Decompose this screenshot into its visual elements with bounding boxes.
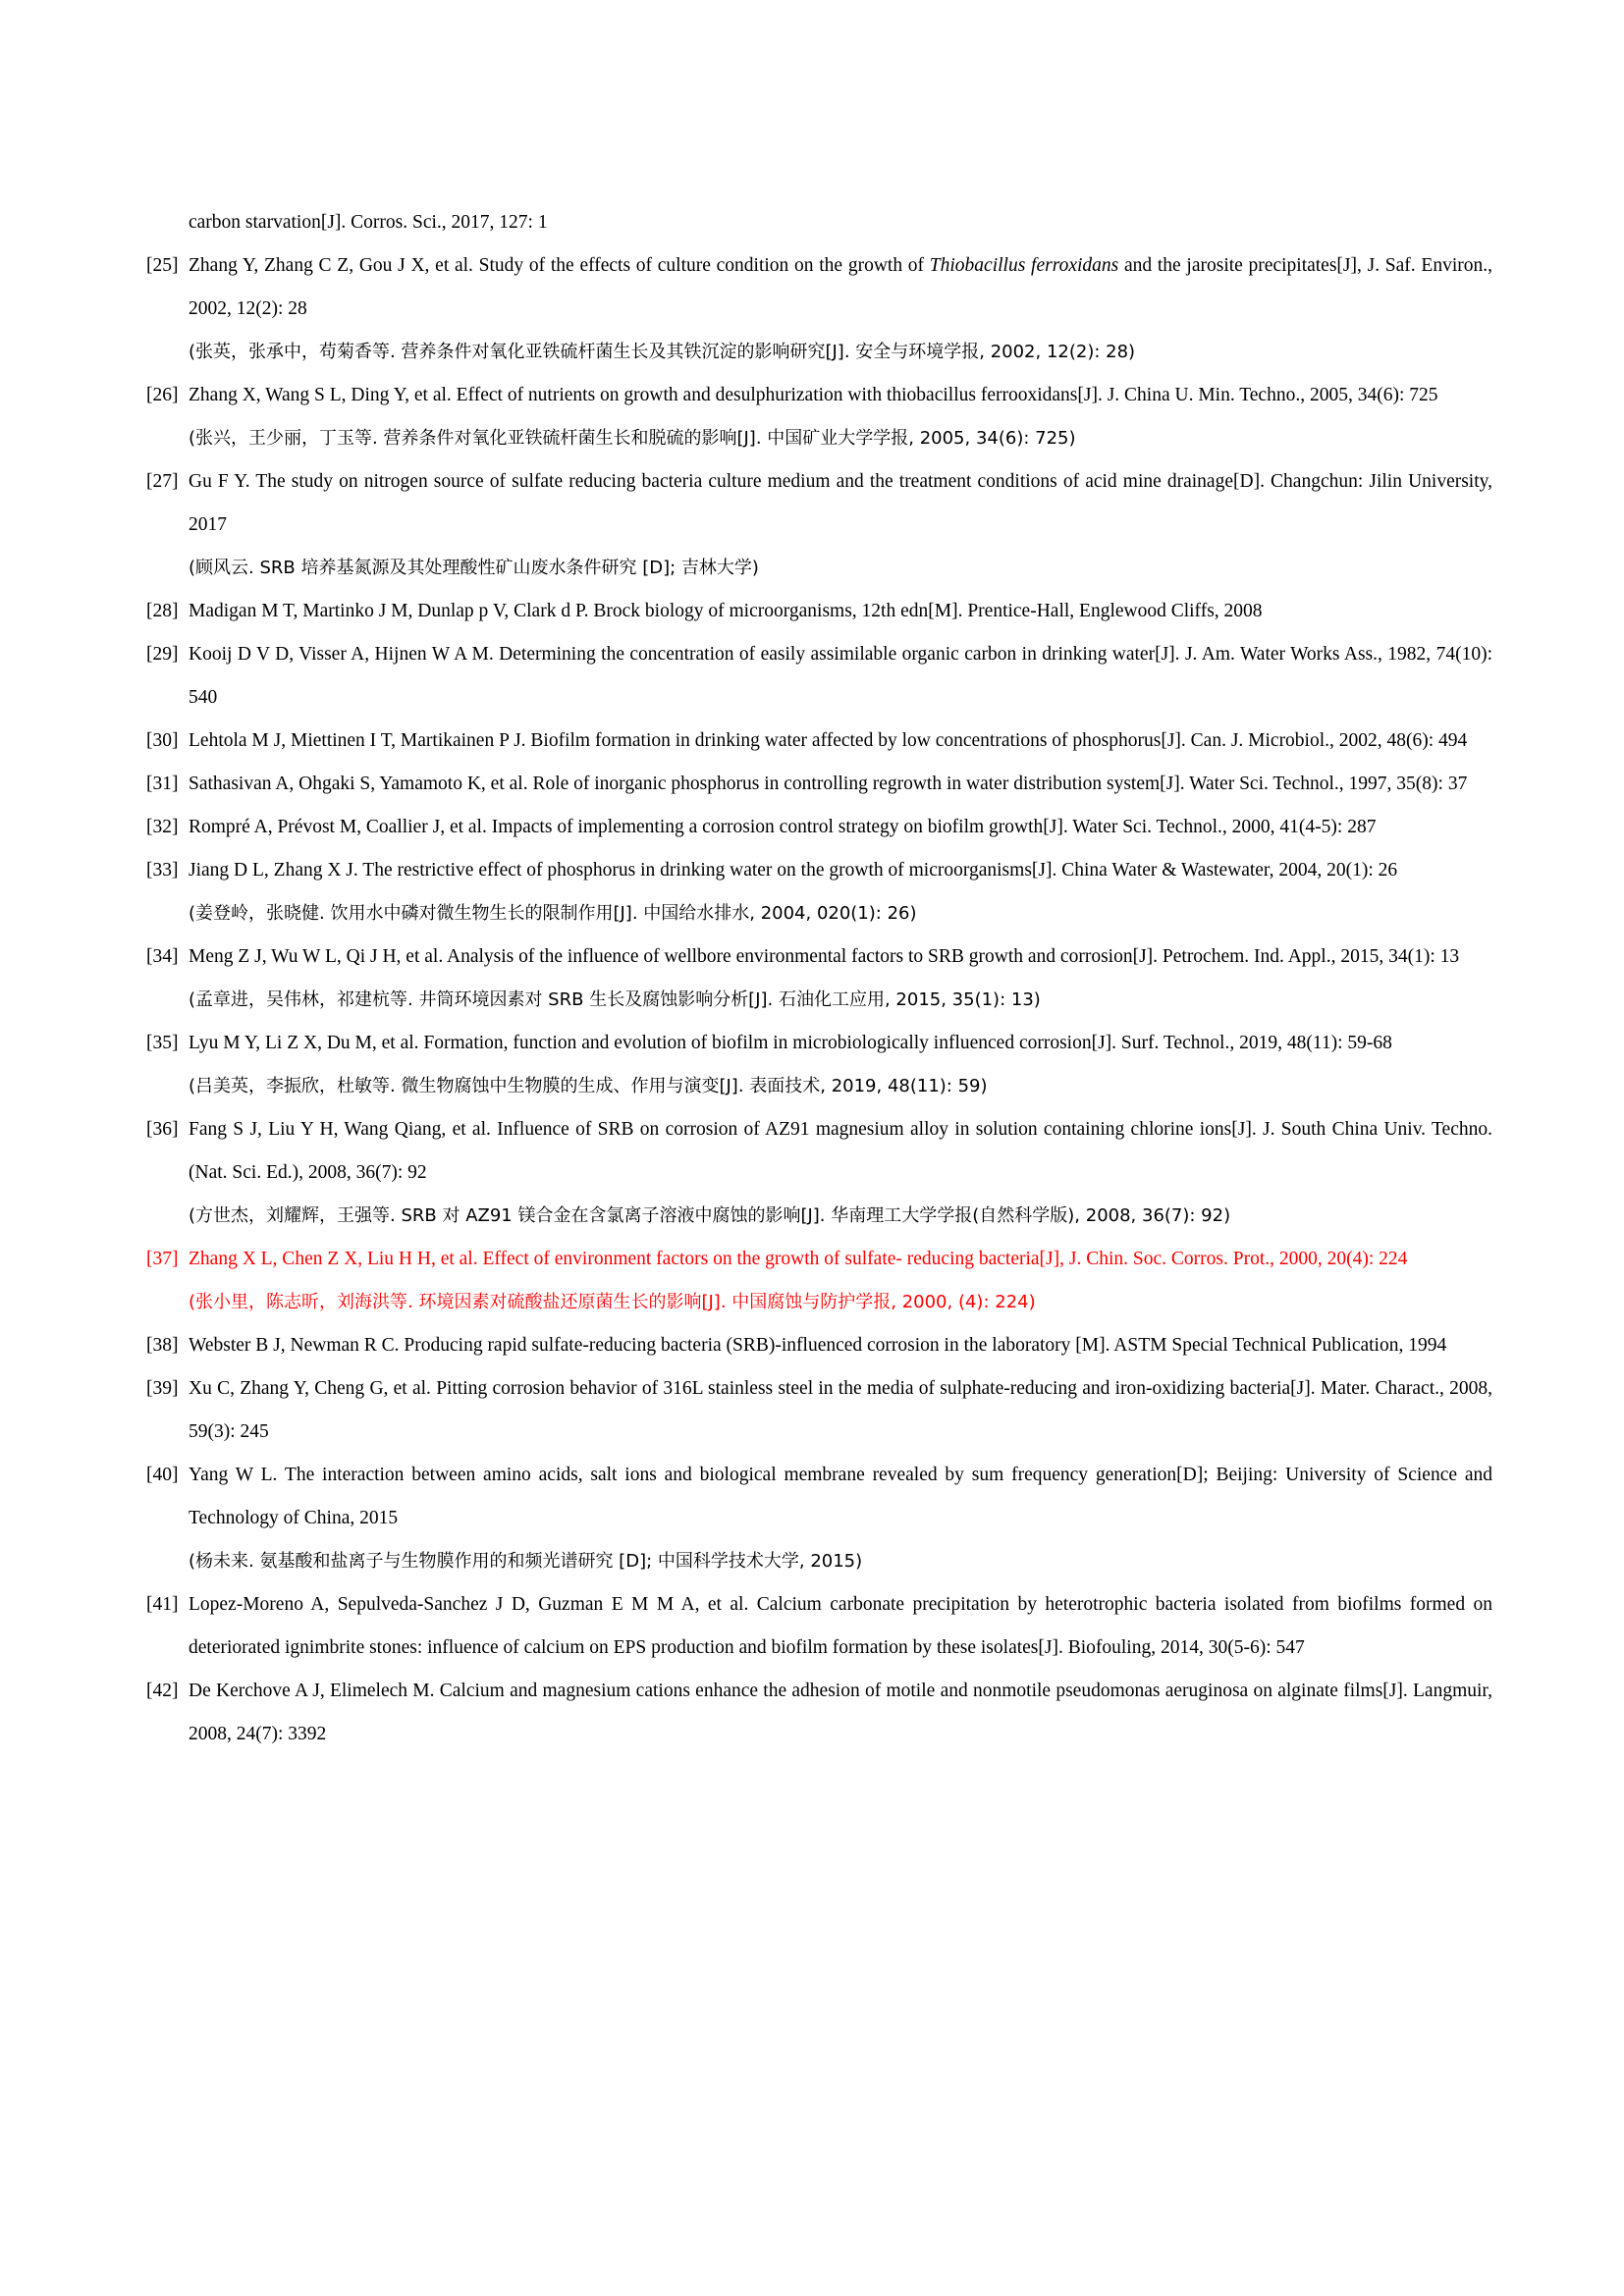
reference-number: [28] — [146, 601, 179, 621]
reference-text: Madigan M T, Martinko J M, Dunlap p V, Clark d P. Brock biology of microorganisms, 12th edn[M]. Prentice-Hall, Englewood Cliffs, 2008 — [189, 601, 1263, 621]
reference-number: [42] — [146, 1681, 179, 1701]
reference-31 — [146, 763, 1492, 806]
reference-text: Lopez-Moreno A, Sepulveda-Sanchez J D, Guzman E M M A, et al. Calcium carbonate precipitation by heterotrophic bacteria isolated from biofilms formed on deteriorated ignimbrite stones: influence of calcium on EPS production and biofilm formation by these isolates[J]. Biofouling, 2014, 30(5-6): 547 — [189, 1594, 1492, 1658]
reference-34 — [146, 935, 1492, 979]
reference-32 — [146, 806, 1492, 849]
reference-33 — [146, 849, 1492, 892]
reference-number: [33] — [146, 860, 179, 881]
reference-33-chinese: (姜登岭，张晓健. 饮用水中磷对微生物生长的限制作用[J]. 中国给水排水, 2004, 020(1): 26) — [189, 903, 917, 924]
reference-text: Xu C, Zhang Y, Cheng G, et al. Pitting corrosion behavior of 316L stainless steel in the media of sulphate-reducing and iron-oxidizing bacteria[J]. Mater. Charact., 2008, 59(3): 245 — [189, 1378, 1492, 1442]
reference-36 — [146, 1108, 1492, 1195]
reference-34-chinese: (孟章进，吴伟林，祁建杭等. 井筒环境因素对 SRB 生长及腐蚀影响分析[J]. 石油化工应用, 2015, 35(1): 13) — [189, 989, 1041, 1010]
reference-40 — [146, 1454, 1492, 1540]
reference-number: [31] — [146, 774, 179, 794]
reference-text: Lyu M Y, Li Z X, Du M, et al. Formation, function and evolution of biofilm in microbiologically influenced corrosion[J]. Surf. Technol., 2019, 48(11): 59-68 — [189, 1033, 1392, 1053]
reference-36-chinese: (方世杰，刘耀辉，王强等. SRB 对 AZ91 镁合金在含氯离子溶液中腐蚀的影响[J]. 华南理工大学学报(自然科学版), 2008, 36(7): 92) — [189, 1205, 1231, 1226]
reference-number: [34] — [146, 946, 179, 967]
reference-26-chinese: (张兴，王少丽，丁玉等. 营养条件对氧化亚铁硫杆菌生长和脱硫的影响[J]. 中国矿业大学学报, 2005, 34(6): 725) — [189, 428, 1076, 449]
reference-37-chinese-highlighted: (张小里，陈志昕，刘海洪等. 环境因素对硫酸盐还原菌生长的影响[J]. 中国腐蚀与防护学报, 2000, (4): 224) — [189, 1292, 1036, 1312]
reference-number: [38] — [146, 1335, 179, 1356]
reference-text: Fang S J, Liu Y H, Wang Qiang, et al. Influence of SRB on corrosion of AZ91 magnesium alloy in solution containing chlorine ions[J]. J. South China Univ. Techno. (Nat. Sci. Ed.), 2008, 36(7): 92 — [189, 1119, 1492, 1183]
reference-number: [37] — [146, 1249, 179, 1269]
reference-number: [39] — [146, 1378, 179, 1399]
reference-27 — [146, 460, 1492, 547]
reference-text: Rompré A, Prévost M, Coallier J, et al. Impacts of implementing a corrosion control strategy on biofilm growth[J]. Water Sci. Technol., 2000, 41(4-5): 287 — [189, 817, 1377, 837]
reference-number: [41] — [146, 1594, 179, 1615]
reference-text: Jiang D L, Zhang X J. The restrictive effect of phosphorus in drinking water on the growth of microorganisms[J]. China Water & Wastewater, 2004, 20(1): 26 — [189, 860, 1398, 881]
reference-text: Zhang X L, Chen Z X, Liu H H, et al. Effect of environment factors on the growth of sulfate- reducing bacteria[J], J. Chin. Soc. Corros. Prot., 2000, 20(4): 224 — [189, 1249, 1408, 1269]
reference-25 — [146, 244, 1492, 331]
reference-25-chinese: (张英，张承中，苟菊香等. 营养条件对氧化亚铁硫杆菌生长及其铁沉淀的影响研究[J]. 安全与环境学报, 2002, 12(2): 28) — [189, 342, 1136, 362]
reference-text: Gu F Y. The study on nitrogen source of sulfate reducing bacteria culture medium and the treatment conditions of acid mine drainage[D]. Changchun: Jilin University, 2017 — [189, 471, 1492, 535]
reference-text: Yang W L. The interaction between amino acids, salt ions and biological membrane revealed by sum frequency generation[D]; Beijing: University of Science and Technology of China, 2015 — [189, 1465, 1492, 1528]
reference-28 — [146, 590, 1492, 633]
reference-number: [35] — [146, 1033, 179, 1053]
reference-26 — [146, 374, 1492, 417]
reference-number: [25] — [146, 255, 179, 276]
reference-number: [29] — [146, 644, 179, 665]
reference-42 — [146, 1670, 1492, 1756]
reference-number: [40] — [146, 1465, 179, 1485]
reference-text: Zhang Y, Zhang C Z, Gou J X, et al. Study of the effects of culture condition on the growth of — [189, 255, 930, 276]
reference-39 — [146, 1367, 1492, 1454]
reference-29 — [146, 633, 1492, 720]
reference-text: Kooij D V D, Visser A, Hijnen W A M. Determining the concentration of easily assimilable organic carbon in drinking water[J]. J. Am. Water Works Ass., 1982, 74(10): 540 — [189, 644, 1492, 708]
reference-number: [26] — [146, 385, 179, 405]
reference-35-chinese: (吕美英，李振欣，杜敏等. 微生物腐蚀中生物膜的生成、作用与演变[J]. 表面技术, 2019, 48(11): 59) — [189, 1076, 988, 1096]
reference-text: Lehtola M J, Miettinen I T, Martikainen P J. Biofilm formation in drinking water affected by low concentrations of phosphorus[J]. Can. J. Microbiol., 2002, 48(6): 494 — [189, 730, 1468, 751]
reference-35 — [146, 1022, 1492, 1065]
reference-list — [146, 201, 1492, 1756]
reference-40-chinese: (杨未来. 氨基酸和盐离子与生物膜作用的和频光谱研究 [D]; 中国科学技术大学, 2015) — [189, 1551, 863, 1572]
reference-number: [36] — [146, 1119, 179, 1140]
reference-27-chinese: (顾风云. SRB 培养基氮源及其处理酸性矿山废水条件研究 [D]; 吉林大学) — [189, 558, 759, 578]
reference-37-highlighted — [146, 1238, 1492, 1281]
reference-species-name: Thiobacillus ferroxidans — [929, 255, 1119, 276]
reference-number: [27] — [146, 471, 179, 492]
reference-38 — [146, 1324, 1492, 1367]
reference-30 — [146, 720, 1492, 763]
reference-text: Zhang X, Wang S L, Ding Y, et al. Effect of nutrients on growth and desulphurization with thiobacillus ferrooxidans[J]. J. China U. Min. Techno., 2005, 34(6): 725 — [189, 385, 1438, 405]
reference-number: [32] — [146, 817, 179, 837]
reference-text: and the jarosite precipitates[J], J. Saf. Environ., 2002, 12(2): 28 — [189, 255, 1492, 319]
reference-text: De Kerchove A J, Elimelech M. Calcium and magnesium cations enhance the adhesion of motile and nonmotile pseudomonas aeruginosa on alginate films[J]. Langmuir, 2008, 24(7): 3392 — [189, 1681, 1492, 1744]
reference-41 — [146, 1583, 1492, 1670]
reference-text: Sathasivan A, Ohgaki S, Yamamoto K, et al. Role of inorganic phosphorus in controlling regrowth in water distribution system[J]. Water Sci. Technol., 1997, 35(8): 37 — [189, 774, 1468, 794]
reference-text: Webster B J, Newman R C. Producing rapid sulfate-reducing bacteria (SRB)-influenced corrosion in the laboratory [M]. ASTM Special Technical Publication, 1994 — [189, 1335, 1447, 1356]
reference-continuation: carbon starvation[J]. Corros. Sci., 2017, 127: 1 — [189, 212, 548, 233]
reference-text: Meng Z J, Wu W L, Qi J H, et al. Analysis of the influence of wellbore environmental factors to SRB growth and corrosion[J]. Petrochem. Ind. Appl., 2015, 34(1): 13 — [189, 946, 1460, 967]
reference-number: [30] — [146, 730, 179, 751]
